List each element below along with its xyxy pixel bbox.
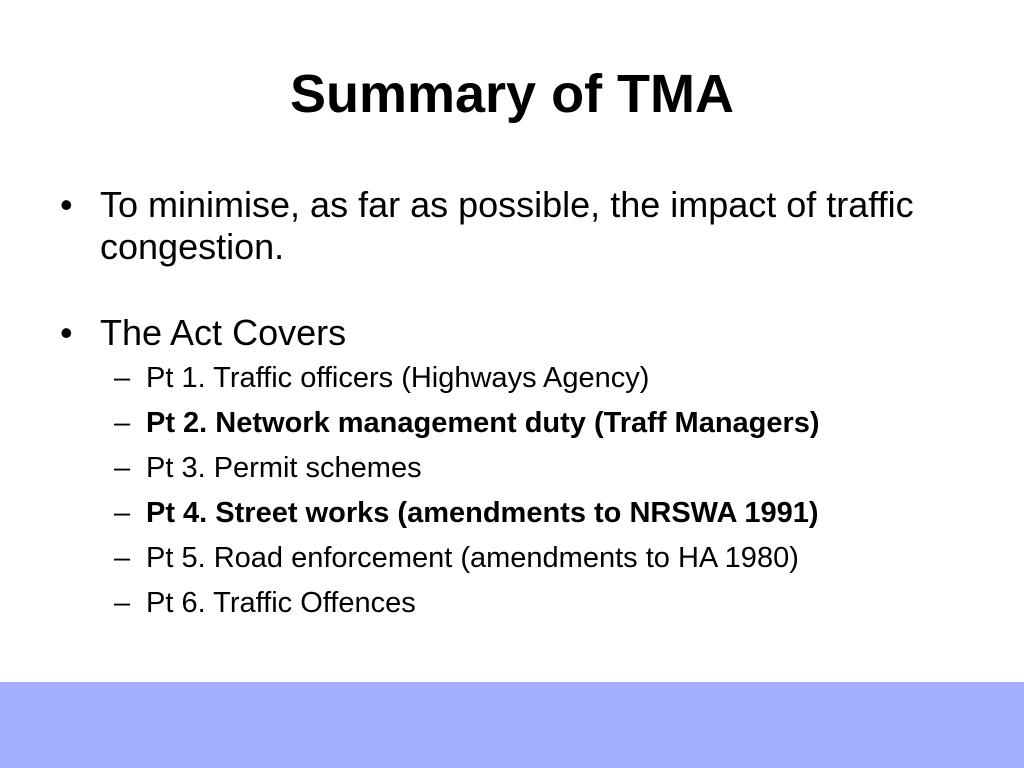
bullet-text: To minimise, as far as possible, the impact of traffic congestion.	[100, 184, 914, 267]
sub-bullet-item	[100, 491, 960, 536]
sub-bullet-list	[100, 356, 960, 626]
sub-bullet-item	[100, 401, 960, 446]
dash-marker: –	[114, 407, 131, 439]
sub-bullet-text: Pt 1. Traffic officers (Highways Agency)	[146, 362, 650, 394]
sub-bullet-text: Pt 4. Street works (amendments to NRSWA 1991)	[146, 497, 819, 529]
dash-marker: –	[114, 587, 131, 619]
sub-bullet-item	[100, 581, 960, 626]
bullet-item	[60, 184, 960, 268]
bullet-marker: •	[60, 184, 73, 225]
sub-bullet-text: Pt 6. Traffic Offences	[146, 587, 416, 619]
bullet-item	[60, 312, 960, 626]
bullet-text: The Act Covers	[100, 312, 347, 353]
sub-bullet-text: Pt 3. Permit schemes	[146, 452, 422, 484]
slide-title: Summary of TMA	[289, 64, 735, 124]
bullet-marker: •	[60, 312, 73, 353]
sub-bullet-text: Pt 5. Road enforcement (amendments to HA 1980)	[146, 542, 799, 574]
sub-bullet-item	[100, 356, 960, 401]
dash-marker: –	[114, 362, 131, 394]
sub-bullet-text: Pt 2. Network management duty (Traff Managers)	[146, 407, 820, 439]
dash-marker: –	[114, 452, 131, 484]
sub-bullet-item	[100, 536, 960, 581]
footer-bar	[0, 682, 1024, 768]
bullet-list	[60, 184, 960, 626]
dash-marker: –	[114, 497, 131, 529]
dash-marker: –	[114, 542, 131, 574]
sub-bullet-item	[100, 446, 960, 491]
